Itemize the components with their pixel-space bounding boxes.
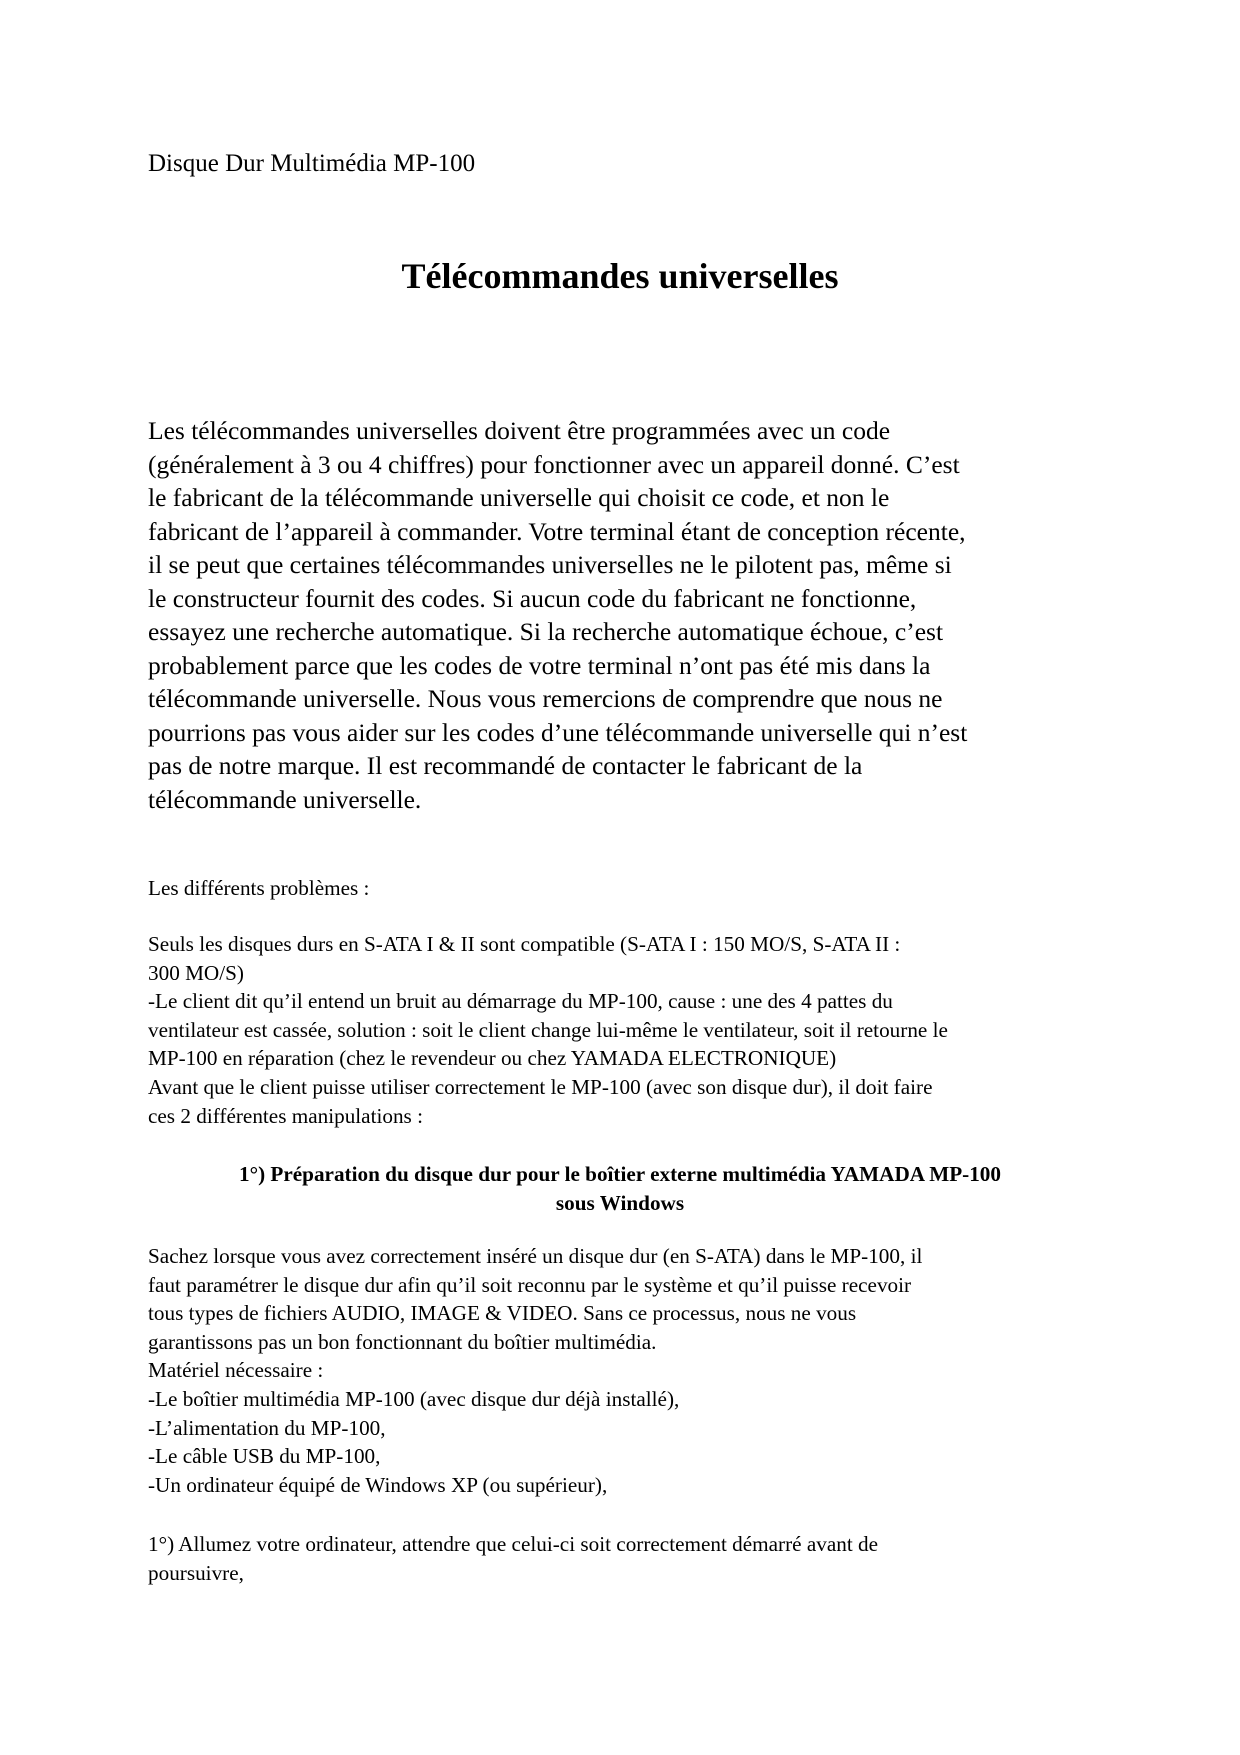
intro-paragraph: Les télécommandes universelles doivent être programmées avec un code (généralement à 3 ou 4 chiffres) pour fonctionner avec un appareil donné. C’est le fabricant de la télécommande universelle qui choisit ce code, et non le fabricant de l’appareil à commander. Votre terminal étant de conception récente, il se peut que certaines télécommandes universelles ne le pilotent pas, même si le constructeur fournit des codes. Si aucun code du fabricant ne fonctionne, essayez une recherche automatique. Si la recherche automatique échoue, c’est probablement parce que les codes de votre terminal n’ont pas été mis dans la télécommande universelle. Nous vous remercions de comprendre que nous ne pourrions pas vous aider sur les codes d’une télécommande universelle qui n’est pas de notre marque. Il est recommandé de contacter le fabricant de la télécommande universelle. [148, 416, 968, 814]
section-body: Sachez lorsque vous avez correctement inséré un disque dur (en S-ATA) dans le MP-100, il faut paramétrer le disque dur afin qu’il soit reconnu par le système et qu’il puisse recevoir tous types de fichiers AUDIO, IMAGE & VIDEO. Sans ce processus, nous ne vous garantissons pas un bon fonctionnant du boîtier multimédia. Matériel nécessaire : -Le boîtier multimédia MP-100 (avec disque dur déjà installé), -L’alimentation du MP-100, -Le câble USB du MP-100, -Un ordinateur équipé de Windows XP (ou supérieur), [148, 1244, 923, 1497]
page-title: Télécommandes universelles [401, 256, 839, 296]
problems-details: Seuls les disques durs en S-ATA I & II sont compatible (S-ATA I : 150 MO/S, S-ATA II : 300 MO/S) -Le client dit qu’il entend un bruit au démarrage du MP-100, cause : une des 4 pattes du ventilateur est cassée, solution : soit le client change lui-même le ventilateur, soit il retourne le MP-100 en réparation (chez le revendeur ou chez YAMADA ELECTRONIQUE) Avant que le client puisse utiliser correctement le MP-100 (avec son disque dur), il doit faire ces 2 différentes manipulations : [148, 932, 948, 1128]
step-1-paragraph: 1°) Allumez votre ordinateur, attendre que celui-ci soit correctement démarré avant de poursuivre, [148, 1532, 879, 1585]
section-heading: 1°) Préparation du disque dur pour le boîtier externe multimédia YAMADA MP-100 sous Windows [239, 1162, 1001, 1215]
problems-heading: Les différents problèmes : [148, 876, 370, 900]
document-header: Disque Dur Multimédia MP-100 [148, 150, 476, 177]
